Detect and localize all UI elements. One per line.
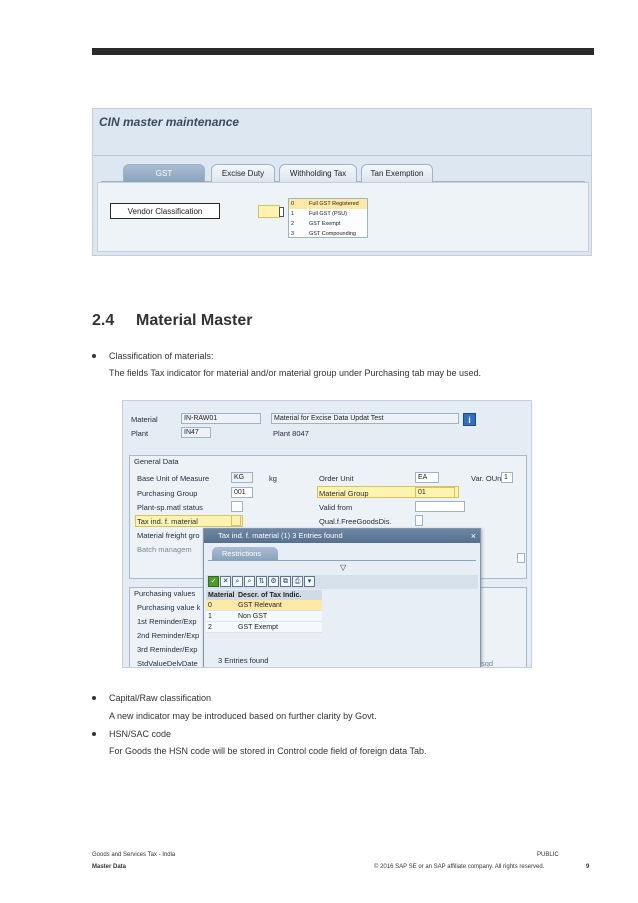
valid-from-label: Valid from — [319, 503, 353, 512]
vendor-classification-dropdown[interactable] — [288, 198, 368, 238]
plant-field[interactable]: IN47 — [181, 427, 211, 438]
list-item[interactable]: 1 Full GST (PSU) — [291, 211, 348, 217]
batch-management-label: Batch managem — [137, 545, 192, 554]
pv-row-label: StdValueDelvDate — [137, 659, 198, 668]
copy-icon[interactable]: ⧉ — [280, 576, 291, 587]
tab-withholding-tax[interactable]: Withholding Tax — [279, 164, 357, 182]
section-title: Material Master — [136, 312, 253, 329]
tax-indicator-value-help-popup[interactable] — [203, 528, 481, 668]
material-field[interactable]: IN-RAW01 — [181, 413, 261, 424]
material-description-field[interactable]: Material for Excise Data Updat Test — [271, 413, 459, 424]
pv-row-label: 1st Reminder/Exp — [137, 617, 197, 626]
tab-restrictions[interactable]: Restrictions — [212, 547, 278, 560]
material-label: Material — [131, 415, 158, 424]
bullet-dot — [92, 732, 96, 736]
table-header: Material Descr. of Tax Indic. — [206, 590, 322, 600]
truncated-text: sqd — [481, 659, 494, 668]
page-number: 9 — [586, 864, 590, 870]
cin-master-screenshot — [92, 108, 592, 256]
list-item[interactable]: 0 Full GST Registered — [289, 199, 367, 209]
print-icon[interactable]: ⎙ — [292, 576, 303, 587]
popup-title: Tax ind. f. material (1) 3 Entries found — [204, 529, 480, 543]
footer-chapter: Master Data — [92, 864, 127, 870]
tax-indicator-field[interactable] — [231, 515, 241, 526]
table-row[interactable]: 0 GST Relevant — [206, 600, 322, 611]
qual-free-goods-checkbox[interactable] — [415, 515, 423, 526]
group-title: General Data — [134, 457, 179, 466]
collapse-icon[interactable]: ▽ — [340, 563, 347, 572]
pv-row-label: 3rd Reminder/Exp — [137, 645, 198, 654]
sort-icon[interactable]: ⇅ — [256, 576, 267, 587]
material-group-label: Material Group — [319, 489, 369, 498]
order-unit-field[interactable]: EA — [415, 472, 439, 483]
header-bar — [92, 48, 594, 55]
tab-excise-duty[interactable]: Excise Duty — [211, 164, 275, 182]
section-heading — [92, 312, 253, 330]
value-help-table — [206, 590, 322, 633]
table-row[interactable]: 2 GST Exempt — [206, 622, 322, 633]
vendor-classification-label: Vendor Classification — [110, 203, 220, 219]
footer-copyright: © 2016 SAP SE or an SAP affiliate company. All rights reserved. — [374, 864, 545, 870]
footer-document-title: Goods and Services Tax - India — [92, 852, 176, 858]
purchasing-group-label: Purchasing Group — [137, 489, 198, 498]
info-icon[interactable]: i — [463, 413, 476, 426]
plant-description: Plant 8047 — [273, 429, 309, 438]
value-help-icon[interactable] — [279, 207, 284, 217]
footer-classification: PUBLIC — [537, 852, 559, 858]
scroll-indicator[interactable] — [517, 553, 525, 563]
material-master-screenshot — [122, 400, 532, 668]
plant-status-label: Plant-sp.matl status — [137, 503, 203, 512]
section-number: 2.4 — [92, 312, 115, 329]
close-icon[interactable]: × — [470, 531, 476, 541]
cancel-icon[interactable]: ✕ — [220, 576, 231, 587]
pv-row-label: Purchasing value k — [137, 603, 201, 612]
dropdown-icon[interactable]: ▾ — [304, 576, 315, 587]
group-title: Purchasing values — [134, 589, 196, 598]
plant-status-field[interactable] — [231, 501, 243, 512]
base-uom-field[interactable]: KG — [231, 472, 253, 483]
gst-panel — [97, 182, 589, 252]
tax-indicator-label: Tax ind. f. material — [137, 517, 198, 526]
valid-from-field[interactable] — [415, 501, 465, 512]
plant-label: Plant — [131, 429, 149, 438]
tab-tan-exemption[interactable]: Tan Exemption — [361, 164, 433, 182]
tab-gst[interactable]: GST — [123, 164, 205, 182]
base-uom-label: Base Unit of Measure — [137, 474, 210, 483]
bullet-text: For Goods the HSN code will be stored in Control code field of foreign data Tab. — [109, 746, 427, 756]
check-icon[interactable]: ✓ — [208, 576, 219, 587]
list-item[interactable]: 3 GST Compounding — [291, 231, 356, 237]
base-uom-text: kg — [269, 474, 277, 483]
find-icon[interactable]: ⌕ — [232, 576, 243, 587]
purchasing-group-field[interactable]: 001 — [231, 487, 253, 498]
bullet-dot — [92, 354, 96, 358]
freight-group-label: Material freight gro — [137, 531, 200, 540]
pv-row-label: 2nd Reminder/Exp — [137, 631, 200, 640]
popup-toolbar — [206, 575, 478, 589]
settings-icon[interactable]: ⚙ — [268, 576, 279, 587]
material-group-field[interactable]: 01 — [415, 487, 455, 498]
var-oun-field[interactable]: 1 — [501, 472, 513, 483]
table-row[interactable]: 1 Non GST — [206, 611, 322, 622]
qual-free-goods-label: Qual.f.FreeGoodsDis. — [319, 517, 392, 526]
order-unit-label: Order Unit — [319, 474, 354, 483]
popup-status: 3 Entries found — [218, 656, 269, 665]
bullet-text: A new indicator may be introduced based on further clarity by Govt. — [109, 711, 377, 721]
divider — [208, 560, 476, 561]
bullet-dot — [92, 696, 96, 700]
list-item[interactable]: 2 GST Exempt — [291, 221, 341, 227]
cin-title: CIN master maintenance — [99, 115, 240, 129]
bullet-text: The fields Tax indicator for material and/or material group under Purchasing tab may be used. — [109, 368, 482, 378]
divider — [93, 155, 591, 156]
vendor-classification-input[interactable] — [258, 205, 280, 218]
var-oun-label: Var. OUn — [471, 474, 502, 483]
find-next-icon[interactable]: ⌕ — [244, 576, 255, 587]
cin-tab-strip — [101, 164, 585, 182]
